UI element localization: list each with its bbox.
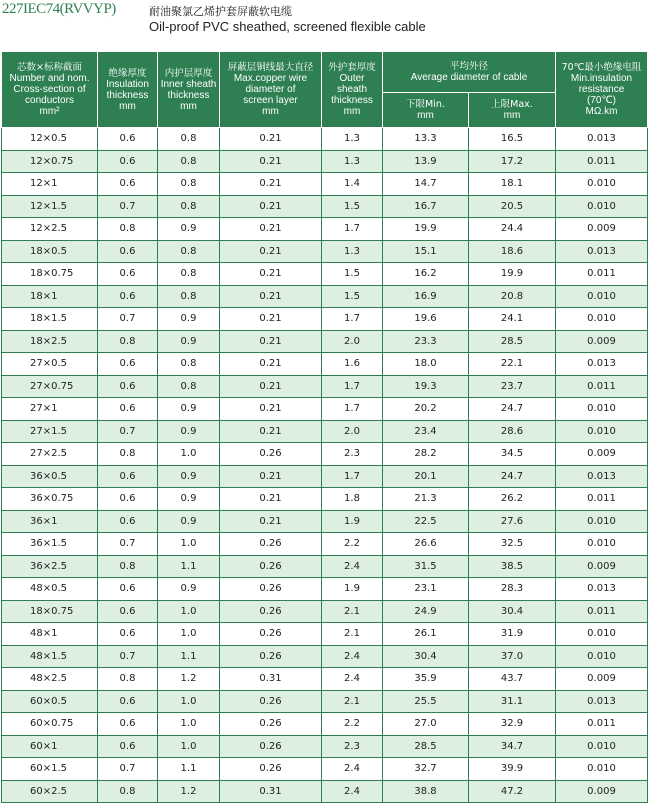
cell-insulation-thickness: 0.6	[98, 713, 158, 736]
table-row	[2, 645, 648, 668]
table-row	[2, 623, 648, 646]
header-average-diameter: 平均外径 Average diameter of cable	[383, 52, 556, 93]
cell-diameter-min: 31.5	[383, 555, 469, 578]
table-row	[2, 690, 648, 713]
cell-copper-wire-diameter: 0.21	[220, 240, 322, 263]
table-row	[2, 443, 648, 466]
cell-conductors: 12×0.75	[2, 150, 98, 173]
cell-insulation-resistance: 0.010	[556, 398, 648, 421]
cell-copper-wire-diameter: 0.26	[220, 578, 322, 601]
header-diameter-max: 上限Max. mm	[469, 93, 556, 128]
cell-outer-sheath: 1.9	[322, 578, 383, 601]
table-row	[2, 465, 648, 488]
cell-conductors: 36×1	[2, 510, 98, 533]
cell-insulation-thickness: 0.6	[98, 353, 158, 376]
cell-inner-sheath: 1.0	[158, 690, 220, 713]
cell-conductors: 27×1	[2, 398, 98, 421]
cell-copper-wire-diameter: 0.31	[220, 668, 322, 691]
cell-insulation-resistance: 0.009	[556, 780, 648, 803]
cell-insulation-resistance: 0.011	[556, 713, 648, 736]
cell-insulation-resistance: 0.013	[556, 240, 648, 263]
cell-diameter-min: 38.8	[383, 780, 469, 803]
cell-conductors: 12×1.5	[2, 195, 98, 218]
cell-insulation-resistance: 0.010	[556, 758, 648, 781]
table-row	[2, 780, 648, 803]
cell-outer-sheath: 1.4	[322, 173, 383, 196]
cell-diameter-max: 28.5	[469, 330, 556, 353]
table-row	[2, 330, 648, 353]
cell-insulation-thickness: 0.6	[98, 690, 158, 713]
cell-outer-sheath: 1.5	[322, 285, 383, 308]
document-header	[0, 0, 650, 44]
cell-insulation-resistance: 0.013	[556, 690, 648, 713]
cell-outer-sheath: 2.1	[322, 600, 383, 623]
table-row	[2, 668, 648, 691]
table-row	[2, 600, 648, 623]
cell-insulation-resistance: 0.009	[556, 218, 648, 241]
cell-outer-sheath: 2.4	[322, 780, 383, 803]
cell-insulation-resistance: 0.009	[556, 330, 648, 353]
cell-diameter-min: 18.0	[383, 353, 469, 376]
cell-insulation-resistance: 0.013	[556, 128, 648, 151]
table-row	[2, 263, 648, 286]
cell-copper-wire-diameter: 0.26	[220, 623, 322, 646]
cell-insulation-resistance: 0.010	[556, 623, 648, 646]
cell-diameter-min: 23.1	[383, 578, 469, 601]
cell-insulation-thickness: 0.6	[98, 375, 158, 398]
table-row	[2, 128, 648, 151]
cell-diameter-max: 47.2	[469, 780, 556, 803]
cell-inner-sheath: 0.9	[158, 420, 220, 443]
cell-outer-sheath: 2.0	[322, 420, 383, 443]
cell-copper-wire-diameter: 0.26	[220, 758, 322, 781]
table-row	[2, 735, 648, 758]
cell-diameter-max: 23.7	[469, 375, 556, 398]
cell-conductors: 12×0.5	[2, 128, 98, 151]
table-row	[2, 285, 648, 308]
table-row	[2, 308, 648, 331]
cell-diameter-max: 24.1	[469, 308, 556, 331]
cell-conductors: 48×1.5	[2, 645, 98, 668]
cell-conductors: 27×1.5	[2, 420, 98, 443]
cell-insulation-resistance: 0.013	[556, 465, 648, 488]
cell-copper-wire-diameter: 0.26	[220, 533, 322, 556]
table-row	[2, 375, 648, 398]
cell-diameter-min: 25.5	[383, 690, 469, 713]
cell-insulation-thickness: 0.8	[98, 218, 158, 241]
table-row	[2, 488, 648, 511]
cell-copper-wire-diameter: 0.21	[220, 398, 322, 421]
cell-diameter-min: 21.3	[383, 488, 469, 511]
cell-diameter-min: 22.5	[383, 510, 469, 533]
cell-outer-sheath: 2.1	[322, 690, 383, 713]
cell-diameter-max: 24.7	[469, 398, 556, 421]
cell-insulation-thickness: 0.6	[98, 263, 158, 286]
cell-conductors: 18×0.75	[2, 600, 98, 623]
header-insulation-thickness: 绝缘厚度 Insulation thickness mm	[98, 52, 158, 128]
cell-copper-wire-diameter: 0.21	[220, 173, 322, 196]
cell-conductors: 36×0.75	[2, 488, 98, 511]
cell-diameter-min: 16.9	[383, 285, 469, 308]
cell-diameter-min: 15.1	[383, 240, 469, 263]
cell-inner-sheath: 0.9	[158, 308, 220, 331]
cell-copper-wire-diameter: 0.21	[220, 353, 322, 376]
cell-diameter-max: 17.2	[469, 150, 556, 173]
table-row	[2, 510, 648, 533]
cell-inner-sheath: 1.0	[158, 735, 220, 758]
cell-outer-sheath: 1.8	[322, 488, 383, 511]
cell-inner-sheath: 0.8	[158, 285, 220, 308]
cell-conductors: 18×1	[2, 285, 98, 308]
cell-insulation-resistance: 0.009	[556, 443, 648, 466]
cell-conductors: 60×1	[2, 735, 98, 758]
cell-diameter-max: 19.9	[469, 263, 556, 286]
cell-outer-sheath: 1.5	[322, 195, 383, 218]
cell-diameter-max: 43.7	[469, 668, 556, 691]
cell-insulation-thickness: 0.7	[98, 758, 158, 781]
table-row	[2, 195, 648, 218]
cell-inner-sheath: 1.2	[158, 780, 220, 803]
cable-spec-table	[1, 51, 648, 803]
cell-diameter-min: 20.1	[383, 465, 469, 488]
cell-outer-sheath: 1.7	[322, 375, 383, 398]
cell-diameter-max: 20.5	[469, 195, 556, 218]
cell-copper-wire-diameter: 0.21	[220, 330, 322, 353]
cell-diameter-min: 27.0	[383, 713, 469, 736]
cell-conductors: 60×0.5	[2, 690, 98, 713]
cell-conductors: 36×1.5	[2, 533, 98, 556]
cell-diameter-min: 19.6	[383, 308, 469, 331]
cell-diameter-max: 18.1	[469, 173, 556, 196]
cell-diameter-max: 24.7	[469, 465, 556, 488]
cell-copper-wire-diameter: 0.31	[220, 780, 322, 803]
header-outer-sheath-thickness: 外护套厚度 Outer sheath thickness mm	[322, 52, 383, 128]
cell-diameter-max: 31.9	[469, 623, 556, 646]
cell-diameter-max: 30.4	[469, 600, 556, 623]
cell-diameter-max: 18.6	[469, 240, 556, 263]
cell-copper-wire-diameter: 0.26	[220, 735, 322, 758]
cell-insulation-resistance: 0.010	[556, 285, 648, 308]
cell-insulation-thickness: 0.6	[98, 150, 158, 173]
cell-conductors: 48×2.5	[2, 668, 98, 691]
cell-inner-sheath: 0.9	[158, 488, 220, 511]
cell-insulation-thickness: 0.8	[98, 780, 158, 803]
cell-conductors: 18×2.5	[2, 330, 98, 353]
cell-copper-wire-diameter: 0.21	[220, 465, 322, 488]
cell-outer-sheath: 1.6	[322, 353, 383, 376]
cell-diameter-min: 23.4	[383, 420, 469, 443]
cell-outer-sheath: 2.4	[322, 758, 383, 781]
cell-outer-sheath: 2.2	[322, 533, 383, 556]
cell-conductors: 48×0.5	[2, 578, 98, 601]
cell-conductors: 48×1	[2, 623, 98, 646]
cell-inner-sheath: 1.0	[158, 533, 220, 556]
cell-diameter-max: 38.5	[469, 555, 556, 578]
cell-diameter-min: 19.3	[383, 375, 469, 398]
table-row	[2, 173, 648, 196]
cell-diameter-min: 14.7	[383, 173, 469, 196]
cell-inner-sheath: 1.0	[158, 443, 220, 466]
cell-inner-sheath: 0.8	[158, 375, 220, 398]
cell-copper-wire-diameter: 0.21	[220, 285, 322, 308]
cell-insulation-resistance: 0.010	[556, 510, 648, 533]
cell-diameter-max: 31.1	[469, 690, 556, 713]
header-conductors: 芯数×标称截面 Number and nom. Cross-section of conductors mm²	[2, 52, 98, 128]
table-row	[2, 420, 648, 443]
cell-diameter-min: 20.2	[383, 398, 469, 421]
cell-insulation-thickness: 0.6	[98, 398, 158, 421]
cell-diameter-min: 13.9	[383, 150, 469, 173]
cell-conductors: 60×2.5	[2, 780, 98, 803]
cell-outer-sheath: 1.7	[322, 218, 383, 241]
cell-diameter-max: 26.2	[469, 488, 556, 511]
table-row	[2, 578, 648, 601]
cell-outer-sheath: 2.4	[322, 668, 383, 691]
cell-conductors: 27×0.75	[2, 375, 98, 398]
cell-inner-sheath: 0.8	[158, 240, 220, 263]
cell-diameter-max: 34.7	[469, 735, 556, 758]
cell-insulation-resistance: 0.010	[556, 735, 648, 758]
cell-outer-sheath: 1.9	[322, 510, 383, 533]
cell-diameter-min: 26.1	[383, 623, 469, 646]
table-row	[2, 240, 648, 263]
cell-insulation-resistance: 0.011	[556, 375, 648, 398]
table-row	[2, 555, 648, 578]
cell-diameter-min: 28.5	[383, 735, 469, 758]
cell-conductors: 12×2.5	[2, 218, 98, 241]
cell-diameter-max: 28.6	[469, 420, 556, 443]
cell-inner-sheath: 1.1	[158, 645, 220, 668]
cell-copper-wire-diameter: 0.21	[220, 510, 322, 533]
cable-code: 227IEC74(RVVYP)	[2, 1, 116, 17]
cell-insulation-resistance: 0.009	[556, 555, 648, 578]
cell-outer-sheath: 2.3	[322, 443, 383, 466]
table-row	[2, 353, 648, 376]
table-row	[2, 533, 648, 556]
cell-conductors: 60×0.75	[2, 713, 98, 736]
cell-copper-wire-diameter: 0.26	[220, 443, 322, 466]
cell-conductors: 60×1.5	[2, 758, 98, 781]
cell-insulation-thickness: 0.6	[98, 735, 158, 758]
cell-insulation-thickness: 0.8	[98, 668, 158, 691]
cell-diameter-max: 39.9	[469, 758, 556, 781]
cell-diameter-min: 28.2	[383, 443, 469, 466]
cell-conductors: 18×0.5	[2, 240, 98, 263]
cell-insulation-resistance: 0.010	[556, 173, 648, 196]
cell-diameter-max: 28.3	[469, 578, 556, 601]
cell-diameter-max: 20.8	[469, 285, 556, 308]
cell-copper-wire-diameter: 0.26	[220, 555, 322, 578]
cell-insulation-resistance: 0.011	[556, 150, 648, 173]
cell-copper-wire-diameter: 0.26	[220, 600, 322, 623]
header-diameter-min: 下限Min. mm	[383, 93, 469, 128]
cell-inner-sheath: 0.8	[158, 128, 220, 151]
cell-diameter-max: 32.9	[469, 713, 556, 736]
cell-insulation-resistance: 0.011	[556, 263, 648, 286]
cell-outer-sheath: 2.4	[322, 645, 383, 668]
cell-insulation-resistance: 0.010	[556, 645, 648, 668]
cell-inner-sheath: 1.1	[158, 555, 220, 578]
cell-diameter-max: 16.5	[469, 128, 556, 151]
cell-copper-wire-diameter: 0.26	[220, 713, 322, 736]
cell-outer-sheath: 1.7	[322, 398, 383, 421]
cell-inner-sheath: 0.8	[158, 195, 220, 218]
cell-insulation-resistance: 0.010	[556, 533, 648, 556]
header-inner-sheath-thickness: 内护层厚度 Inner sheath thickness mm	[158, 52, 220, 128]
table-row	[2, 398, 648, 421]
table-row	[2, 758, 648, 781]
cell-diameter-max: 24.4	[469, 218, 556, 241]
cell-diameter-min: 32.7	[383, 758, 469, 781]
cell-conductors: 27×0.5	[2, 353, 98, 376]
cell-conductors: 12×1	[2, 173, 98, 196]
cell-outer-sheath: 1.7	[322, 465, 383, 488]
cell-insulation-thickness: 0.8	[98, 443, 158, 466]
cell-outer-sheath: 2.2	[322, 713, 383, 736]
cell-outer-sheath: 2.0	[322, 330, 383, 353]
cell-inner-sheath: 0.9	[158, 218, 220, 241]
cell-inner-sheath: 0.8	[158, 353, 220, 376]
cell-insulation-thickness: 0.8	[98, 330, 158, 353]
cell-insulation-thickness: 0.6	[98, 128, 158, 151]
cell-diameter-min: 16.2	[383, 263, 469, 286]
cell-diameter-max: 34.5	[469, 443, 556, 466]
cell-outer-sheath: 2.4	[322, 555, 383, 578]
cell-copper-wire-diameter: 0.21	[220, 420, 322, 443]
cell-copper-wire-diameter: 0.21	[220, 150, 322, 173]
cell-diameter-min: 13.3	[383, 128, 469, 151]
cell-inner-sheath: 0.9	[158, 465, 220, 488]
cell-insulation-thickness: 0.6	[98, 240, 158, 263]
cell-copper-wire-diameter: 0.21	[220, 308, 322, 331]
cell-conductors: 18×1.5	[2, 308, 98, 331]
cell-copper-wire-diameter: 0.21	[220, 488, 322, 511]
cell-insulation-thickness: 0.7	[98, 420, 158, 443]
cell-insulation-thickness: 0.7	[98, 308, 158, 331]
cell-diameter-max: 27.6	[469, 510, 556, 533]
cell-diameter-min: 23.3	[383, 330, 469, 353]
header-min-insulation-resistance: 70℃最小绝缘电阻 Min.insulation resistance (70℃) MΩ.km	[556, 52, 648, 128]
cell-inner-sheath: 0.8	[158, 150, 220, 173]
cell-insulation-resistance: 0.010	[556, 195, 648, 218]
table-row	[2, 150, 648, 173]
cell-inner-sheath: 1.2	[158, 668, 220, 691]
cell-insulation-thickness: 0.6	[98, 600, 158, 623]
cell-insulation-thickness: 0.7	[98, 533, 158, 556]
cell-diameter-max: 22.1	[469, 353, 556, 376]
cell-inner-sheath: 0.9	[158, 578, 220, 601]
title-chinese: 耐油聚氯乙烯护套屏蔽软电缆	[149, 5, 292, 18]
cell-insulation-thickness: 0.6	[98, 578, 158, 601]
table-row	[2, 713, 648, 736]
title-english: Oil-proof PVC sheathed, screened flexible cable	[149, 19, 426, 34]
cell-diameter-min: 24.9	[383, 600, 469, 623]
table-row	[2, 218, 648, 241]
cell-copper-wire-diameter: 0.21	[220, 218, 322, 241]
cell-outer-sheath: 1.3	[322, 128, 383, 151]
cell-outer-sheath: 1.3	[322, 150, 383, 173]
cell-inner-sheath: 1.1	[158, 758, 220, 781]
cell-conductors: 27×2.5	[2, 443, 98, 466]
cell-insulation-resistance: 0.013	[556, 353, 648, 376]
cell-diameter-min: 16.7	[383, 195, 469, 218]
cell-copper-wire-diameter: 0.21	[220, 128, 322, 151]
cell-insulation-thickness: 0.6	[98, 465, 158, 488]
cell-insulation-resistance: 0.011	[556, 600, 648, 623]
cell-insulation-resistance: 0.010	[556, 308, 648, 331]
header-copper-wire-diameter: 屏蔽层铜线最大直径 Max.copper wire diameter of screen layer mm	[220, 52, 322, 128]
cell-insulation-thickness: 0.6	[98, 285, 158, 308]
cell-insulation-thickness: 0.8	[98, 555, 158, 578]
cell-diameter-min: 35.9	[383, 668, 469, 691]
cell-outer-sheath: 1.3	[322, 240, 383, 263]
cell-copper-wire-diameter: 0.21	[220, 263, 322, 286]
cell-copper-wire-diameter: 0.21	[220, 195, 322, 218]
cell-conductors: 36×0.5	[2, 465, 98, 488]
cell-inner-sheath: 0.9	[158, 510, 220, 533]
cell-insulation-resistance: 0.010	[556, 420, 648, 443]
cell-inner-sheath: 1.0	[158, 600, 220, 623]
cell-outer-sheath: 2.3	[322, 735, 383, 758]
cell-diameter-max: 32.5	[469, 533, 556, 556]
cell-diameter-min: 19.9	[383, 218, 469, 241]
cell-diameter-max: 37.0	[469, 645, 556, 668]
cell-insulation-resistance: 0.013	[556, 578, 648, 601]
cell-insulation-thickness: 0.6	[98, 488, 158, 511]
cell-inner-sheath: 1.0	[158, 713, 220, 736]
cell-insulation-resistance: 0.009	[556, 668, 648, 691]
cell-inner-sheath: 0.8	[158, 173, 220, 196]
cell-copper-wire-diameter: 0.21	[220, 375, 322, 398]
cell-insulation-thickness: 0.7	[98, 195, 158, 218]
cell-copper-wire-diameter: 0.26	[220, 690, 322, 713]
cell-copper-wire-diameter: 0.26	[220, 645, 322, 668]
cell-outer-sheath: 1.7	[322, 308, 383, 331]
cell-insulation-thickness: 0.7	[98, 645, 158, 668]
cell-insulation-thickness: 0.6	[98, 510, 158, 533]
cell-insulation-resistance: 0.011	[556, 488, 648, 511]
cell-diameter-min: 26.6	[383, 533, 469, 556]
cell-conductors: 36×2.5	[2, 555, 98, 578]
cell-inner-sheath: 0.8	[158, 263, 220, 286]
cell-inner-sheath: 0.9	[158, 330, 220, 353]
cell-inner-sheath: 1.0	[158, 623, 220, 646]
cell-conductors: 18×0.75	[2, 263, 98, 286]
cell-insulation-thickness: 0.6	[98, 623, 158, 646]
cell-outer-sheath: 1.5	[322, 263, 383, 286]
table-body	[2, 128, 648, 803]
cell-diameter-min: 30.4	[383, 645, 469, 668]
cell-insulation-thickness: 0.6	[98, 173, 158, 196]
cell-outer-sheath: 2.1	[322, 623, 383, 646]
cell-inner-sheath: 0.9	[158, 398, 220, 421]
